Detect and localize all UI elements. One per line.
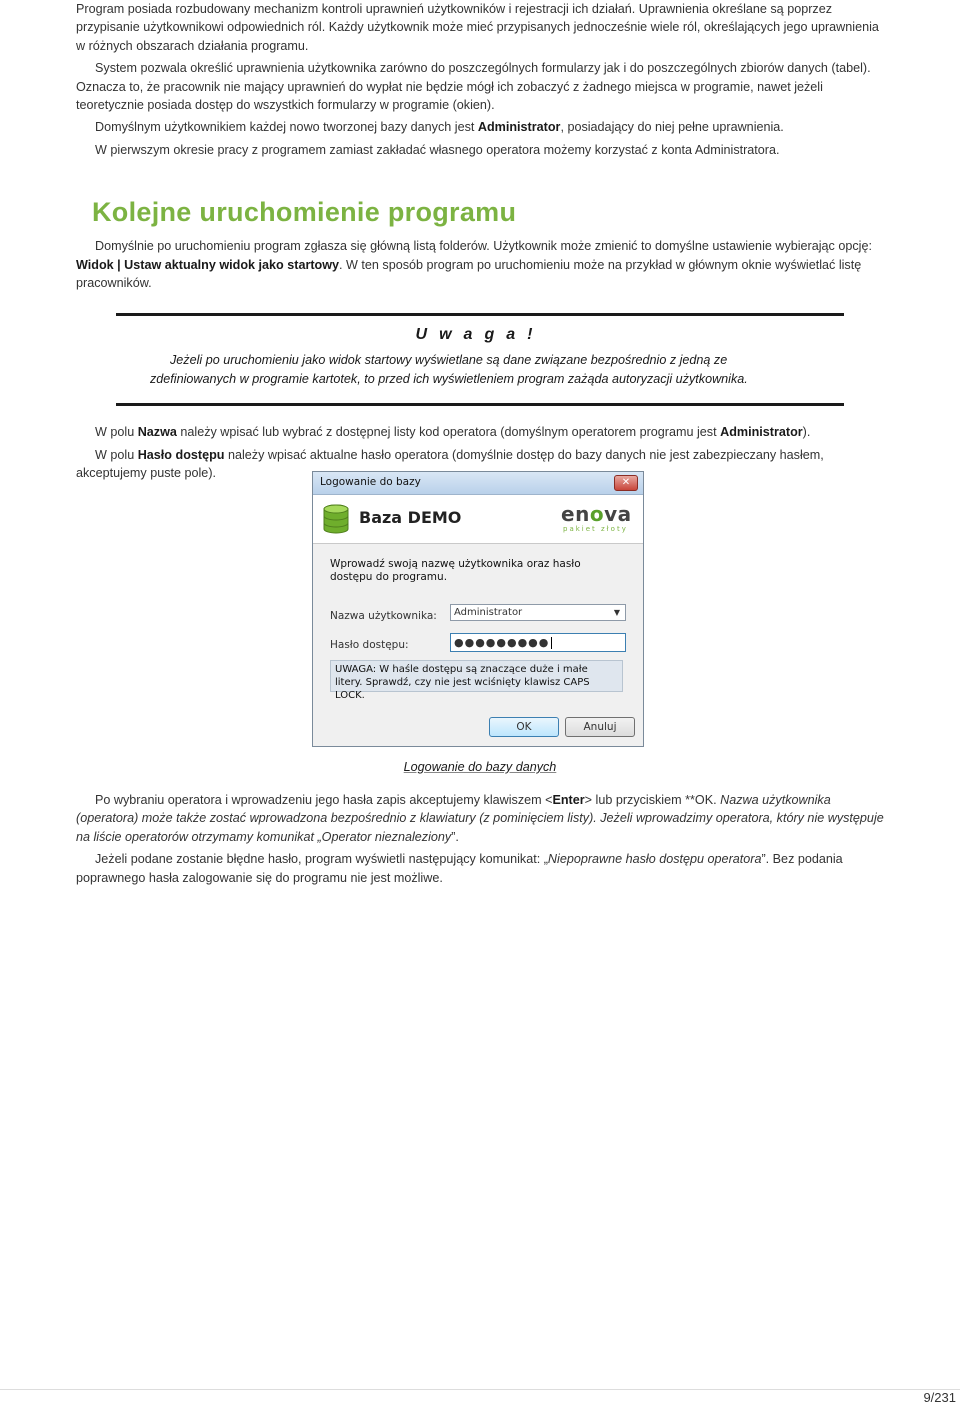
italic-text: Nazwa użytkownika (operatora) może także zostać wprowadzona bezpośrednio z klawiatury (z pominięciem listy). Jeżeli wprowadzimy operatora, który nie występuje na liście operatorów otrzymamy komunikat „Operator nieznaleziony	[76, 793, 884, 844]
login-dialog	[312, 471, 644, 747]
paragraph-permissions: System pozwala określić uprawnienia użytkownika zarówno do poszczególnych formularzy jak i do poszczególnych zbiorów danych (tabel). Oznacza to, że pracownik nie mający uprawnień do wypłat nie będzie mógł ich zobaczyć z żadnego miejsca w programie, nawet jeżeli teoretycznie posiada dostęp do wszystkich formularzy w programie (okien).	[76, 61, 871, 113]
section-heading: Kolejne uruchomienie programu	[92, 197, 517, 228]
ok-button[interactable]: OK	[489, 717, 559, 737]
enova-logo	[561, 503, 631, 537]
text: W polu	[95, 447, 138, 462]
text: Jeżeli po uruchomieniu jako widok startowy wyświetlane są dane związane bezpośrednio z jedną ze zdefiniowanych w programie kartotek, to przed ich wyświetleniem program zażąda autoryzacji użytkownika.	[150, 353, 748, 386]
page-number: 9/231	[923, 1390, 956, 1405]
paragraph-default-user	[76, 118, 886, 136]
dialog-titlebar	[313, 472, 643, 495]
logo-wordmark	[561, 503, 631, 525]
password-input[interactable]	[450, 633, 626, 652]
logo-part: en	[561, 502, 590, 526]
password-row	[330, 633, 626, 653]
username-row	[330, 604, 626, 624]
text: Jeżeli podane zostanie błędne hasło, program wyświetli następujący komunikat: „	[95, 852, 548, 867]
logo-subtitle: pakiet złoty	[563, 525, 628, 533]
database-icon	[321, 503, 351, 535]
cancel-button[interactable]: Anuluj	[565, 717, 635, 737]
dialog-banner	[313, 495, 643, 544]
paragraph-wrong-password	[76, 850, 886, 887]
warning-box	[116, 313, 844, 406]
logo-part: o	[589, 502, 605, 526]
menu-path: Widok | Ustaw aktualny widok jako startowy	[76, 257, 340, 272]
footer-divider	[0, 1389, 960, 1390]
dialog-body	[313, 544, 643, 584]
text: . W ten sposób program po uruchomieniu może na przykład w głównym oknie wyświetlać listę pracowników.	[76, 257, 862, 291]
text: Domyślnym użytkownikiem każdej nowo tworzonej bazy danych jest	[95, 120, 478, 135]
text: Domyślnie po uruchomieniu program zgłasza się główną listą folderów. Użytkownik może zmienić to domyślne ustawienie wybierając opcję:	[95, 239, 872, 254]
username-combo[interactable]	[450, 604, 626, 621]
paragraph-name-field	[76, 423, 886, 441]
text: należy wpisać lub wybrać z dostępnej listy kod operatora (domyślnym operatorem programu jest	[176, 425, 721, 440]
text: ”. Bez podania poprawnego hasła zalogowanie się do programu nie jest możliwe.	[76, 852, 843, 885]
text: Po wybraniu operatora i wprowadzeniu jego hasła zapis akceptujemy klawiszem <	[95, 793, 553, 807]
dialog-intro: Wprowadź swoją nazwę użytkownika oraz hasło dostępu do programu.	[330, 558, 581, 583]
chevron-down-icon[interactable]: ▼	[613, 608, 621, 617]
text: W polu	[95, 425, 138, 440]
document-body	[76, 0, 886, 483]
paragraph-accept	[76, 791, 886, 846]
keyword-administrator: Administrator	[720, 425, 803, 440]
text: ).	[802, 425, 811, 440]
text: > lub przyciskiem **OK.	[584, 793, 721, 807]
keyword-administrator: Administrator	[477, 120, 561, 135]
figure-caption: Logowanie do bazy danych	[403, 760, 557, 774]
password-label: Hasło dostępu:	[330, 639, 409, 651]
close-button[interactable]: ✕	[614, 475, 638, 491]
caps-lock-note: UWAGA: W haśle dostępu są znaczące duże i małe litery. Sprawdź, czy nie jest wciśnięty klawisz CAPS LOCK.	[330, 660, 623, 692]
warning-bottom-rule	[116, 403, 844, 406]
username-label: Nazwa użytkownika:	[330, 610, 437, 622]
database-name: Baza DEMO	[359, 508, 462, 527]
text: ”.	[451, 829, 459, 844]
keyword-enter: Enter	[552, 793, 585, 807]
text: , posiadający do niej pełne uprawnienia.	[560, 120, 784, 135]
keyword-nazwa: Nazwa	[137, 425, 177, 440]
paragraph-startup-view	[76, 237, 886, 292]
warning-top-rule	[116, 313, 844, 316]
dialog-title: Logowanie do bazy	[320, 476, 421, 488]
paragraph-first-period: W pierwszym okresie pracy z programem zamiast zakładać własnego operatora możemy korzystać z konta Administratora.	[95, 142, 780, 157]
error-message-text: Niepoprawne hasło dostępu operatora	[547, 852, 762, 867]
paragraph-roles: Program posiada rozbudowany mechanizm kontroli uprawnień użytkowników i rejestracji ich działań. Uprawnienia określane są poprzez przypisanie użytkownikowi odpowiednich ról. Każdy użytkownik może mieć przypisanych jednocześnie wiele ról, określających jego uprawnienia w różnych obszarach działania programu.	[76, 2, 879, 53]
warning-text	[150, 351, 810, 388]
document-body-after	[76, 791, 886, 887]
text: należy wpisać aktualne hasło operatora (domyślnie dostęp do bazy danych nie jest zabezpieczany hasłem, akceptujemy puste pole).	[76, 447, 824, 481]
logo-part: va	[604, 502, 632, 526]
text-caret	[551, 637, 552, 649]
username-value: Administrator	[454, 607, 523, 618]
warning-title: Uwaga!	[415, 326, 545, 344]
password-mask: ●●●●●●●●●	[454, 636, 550, 649]
keyword-haslo: Hasło dostępu	[137, 447, 225, 462]
